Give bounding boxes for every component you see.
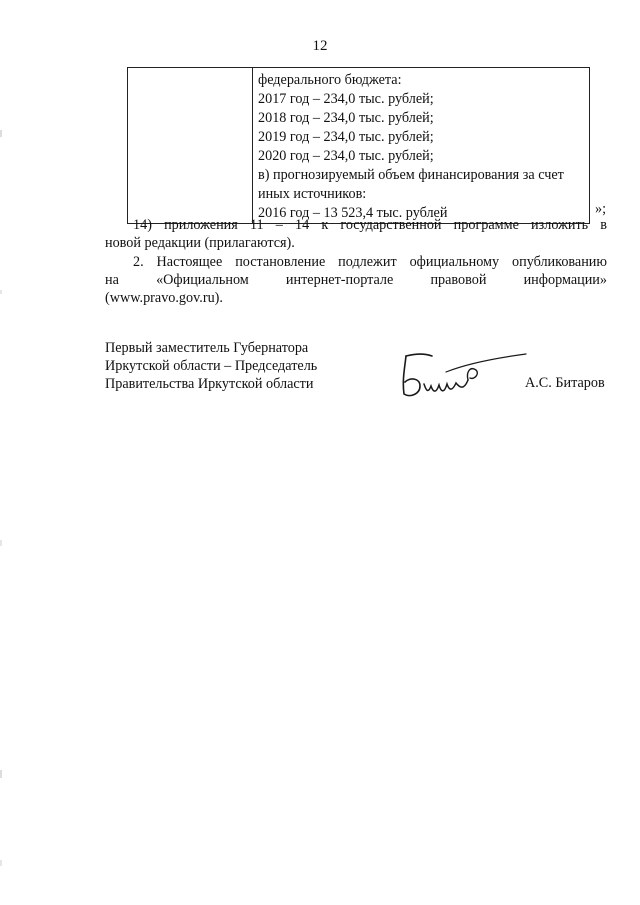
table-right-cell [253, 68, 590, 224]
table-line: иных источников: [258, 186, 367, 202]
table-line: 2017 год – 234,0 тыс. рублей; [258, 91, 434, 107]
paragraph-line: на «Официальном интернет-портале правовой информации» [105, 272, 607, 288]
paragraph-line: (www.pravo.gov.ru). [105, 290, 223, 306]
table-line: 2018 год – 234,0 тыс. рублей; [258, 110, 434, 126]
table-line: 2016 год – 13 523,4 тыс. рублей [258, 205, 448, 221]
table-line: в) прогнозируемый объем финансирования за счет [258, 167, 564, 183]
table-line: 2020 год – 234,0 тыс. рублей; [258, 148, 434, 164]
position-line: Первый заместитель Губернатора [105, 340, 309, 356]
position-line: Правительства Иркутской области [105, 376, 314, 392]
closing-quote: »; [595, 201, 607, 217]
table-line: 2019 год – 234,0 тыс. рублей; [258, 129, 434, 145]
paragraph-item-14 [105, 216, 607, 252]
paragraph-line: 14) приложения 11 – 14 к государственной программе изложить в [133, 217, 607, 233]
table-left-cell [128, 68, 253, 224]
table-row [128, 68, 590, 224]
page-number: 12 [312, 38, 328, 54]
signatory-position [105, 339, 317, 393]
table-line: федерального бюджета: [258, 72, 402, 88]
paragraph-item-2 [105, 253, 607, 307]
handwritten-signature [396, 350, 531, 402]
scan-margin-marks [0, 0, 6, 905]
signer-name: А.С. Битаров [525, 375, 605, 391]
position-line: Иркутской области – Председатель [105, 358, 318, 374]
funding-table [127, 67, 590, 224]
paragraph-line: новой редакции (прилагаются). [105, 235, 295, 251]
paragraph-line: 2. Настоящее постановление подлежит официальному опубликованию [133, 254, 607, 270]
